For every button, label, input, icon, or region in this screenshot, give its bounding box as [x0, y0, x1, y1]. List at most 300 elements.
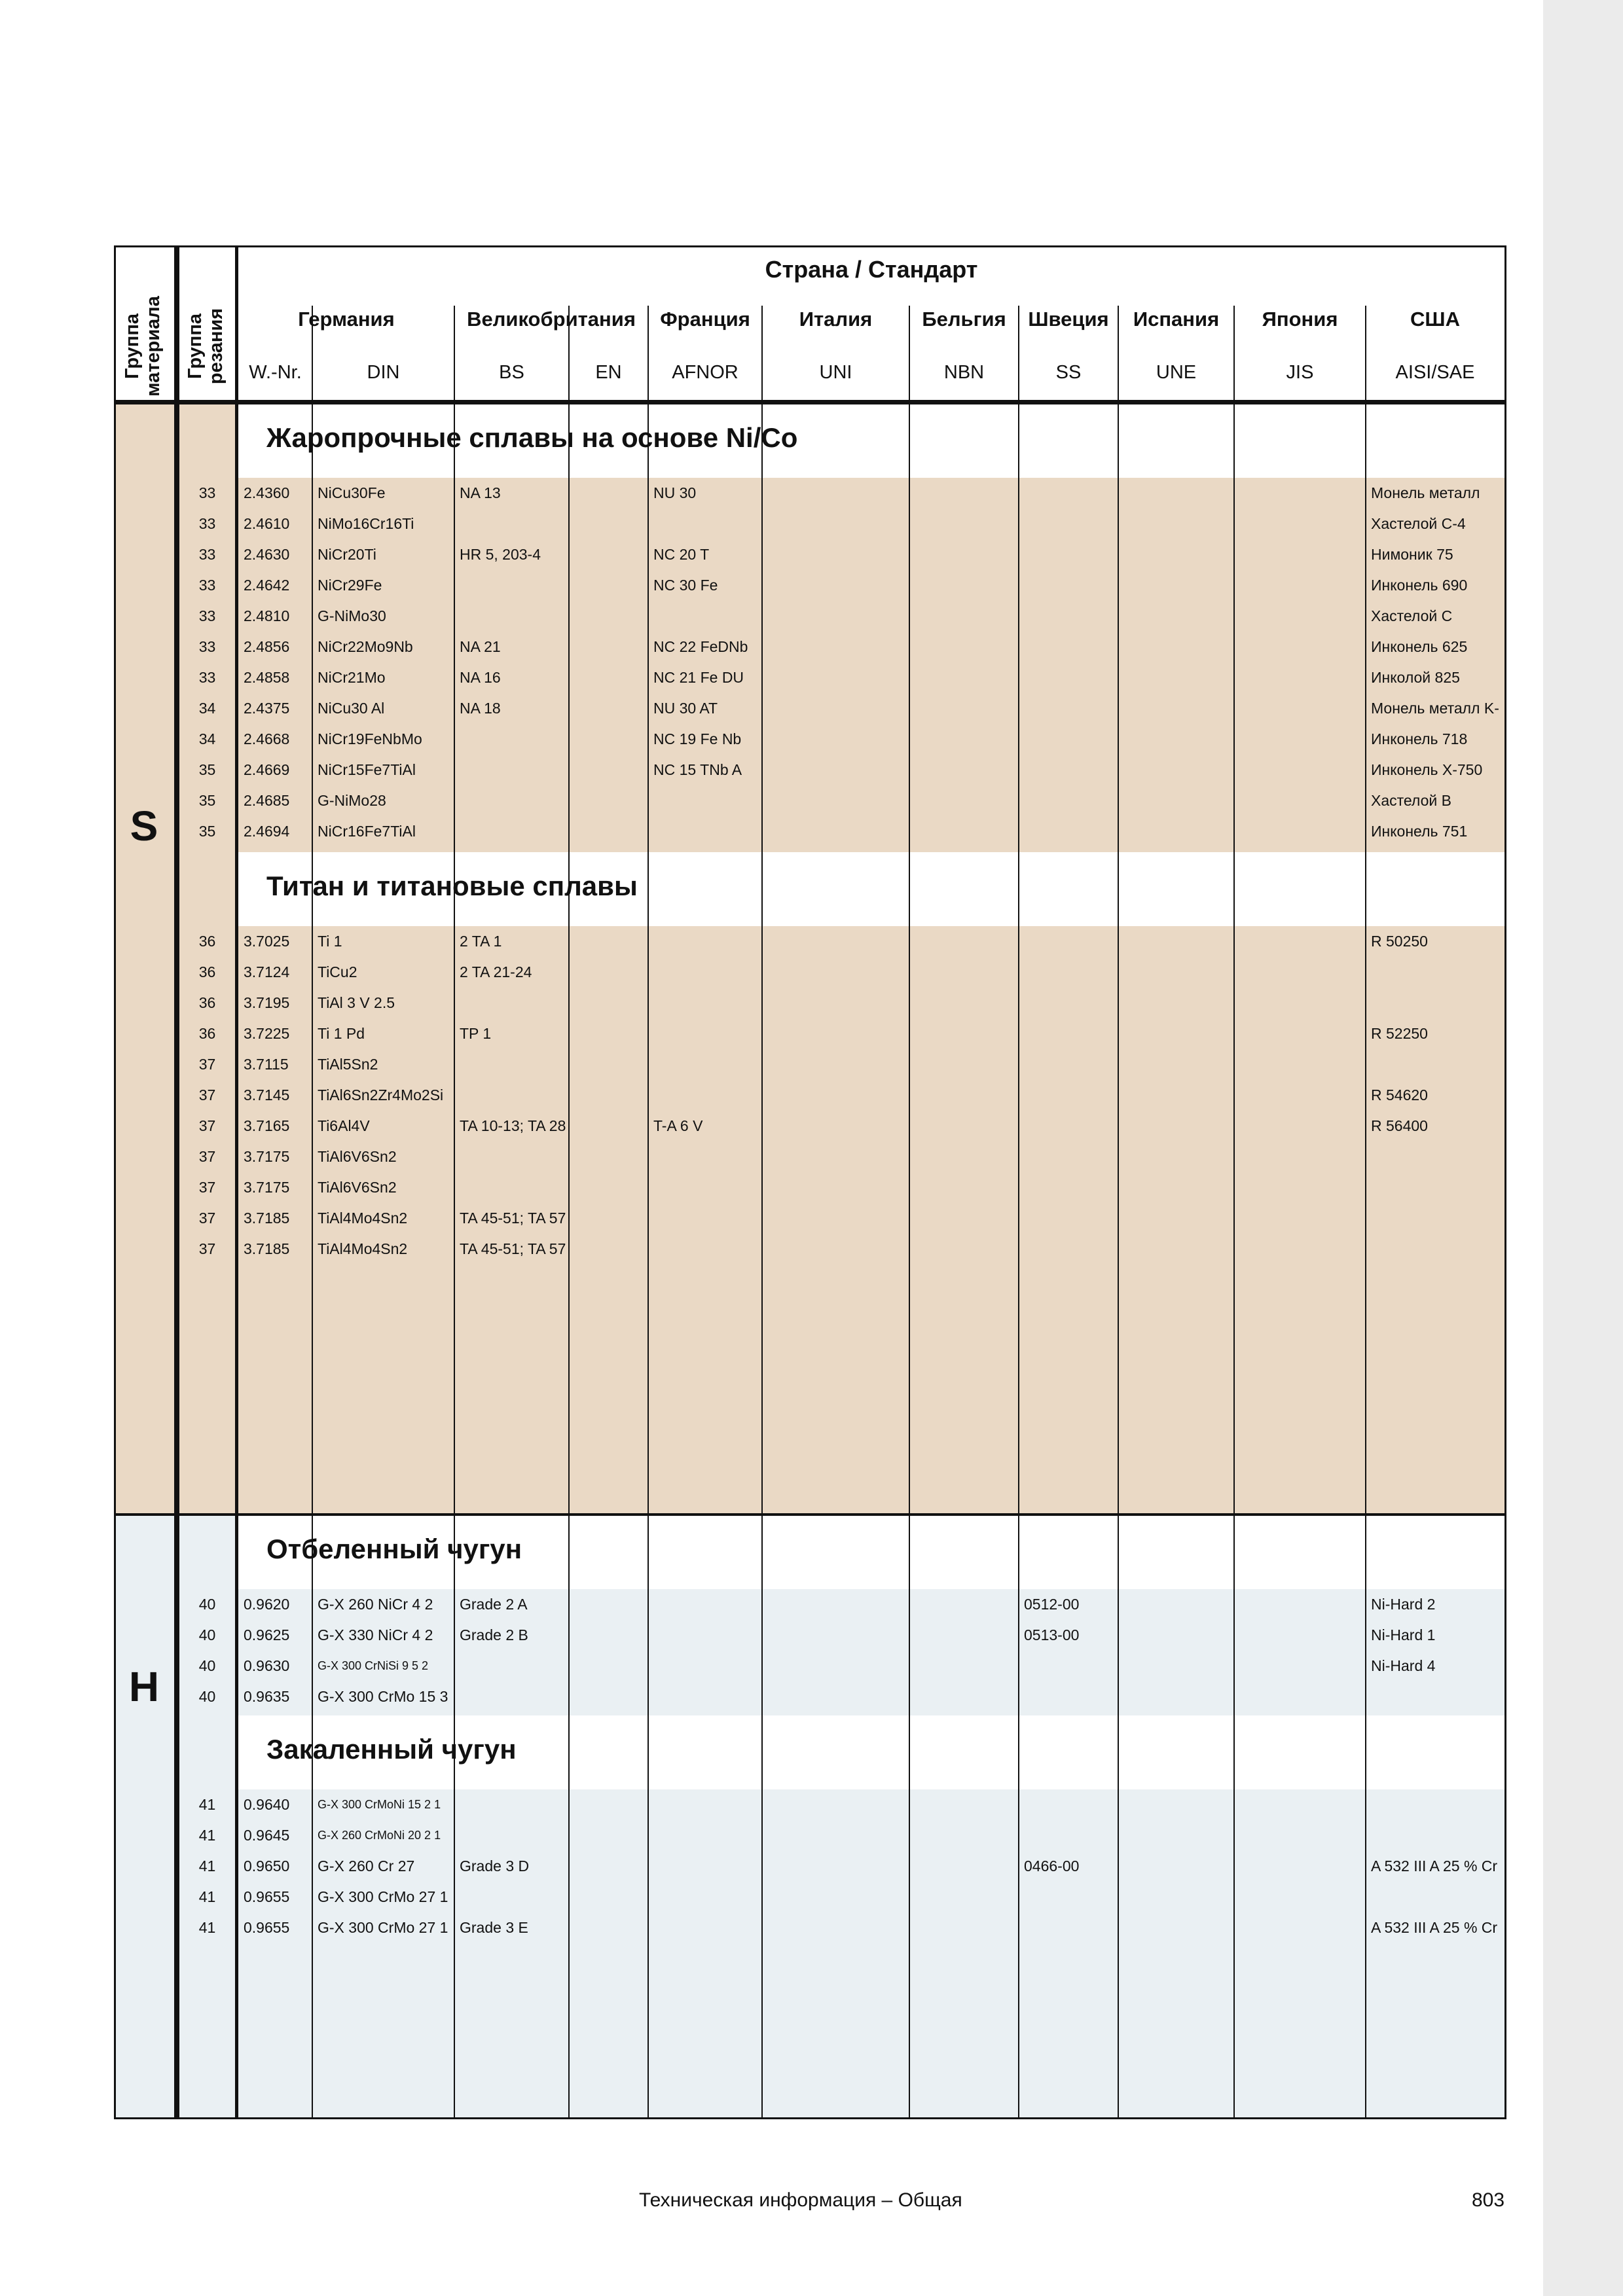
section-title: Отбеленный чугун	[266, 1534, 522, 1564]
standard-cell: G-X 300 CrNiSi 9 5 2	[318, 1659, 429, 1672]
standard-cell	[1239, 785, 1363, 816]
standard-cell	[767, 755, 907, 785]
cutting-group-cell: 33	[198, 638, 216, 655]
standard-cell	[653, 1820, 759, 1851]
standard-cell: TiAl 3 V 2.5	[318, 994, 395, 1011]
standard-cell	[574, 601, 646, 632]
standard-cell	[915, 988, 1016, 1018]
standard-cell	[1024, 1141, 1116, 1172]
standard-cell: R 50250	[1371, 933, 1428, 950]
table-row	[114, 1851, 1506, 1882]
standard-cell: 2.4642	[244, 577, 290, 594]
standard-cell	[767, 1820, 907, 1851]
cutting-group-cell: 37	[198, 1148, 216, 1165]
standard-cell	[460, 1049, 566, 1080]
standard-cell	[1123, 1018, 1231, 1049]
standard-cell	[1123, 1111, 1231, 1141]
standard-cell	[1123, 1651, 1231, 1681]
standard-cell	[653, 1203, 759, 1234]
standard-cell	[915, 632, 1016, 662]
standard-cell: 3.7175	[244, 1148, 290, 1165]
standard-cell: NA 16	[460, 669, 501, 686]
standard-cell	[767, 1882, 907, 1912]
standard-cell: 3.7185	[244, 1210, 290, 1227]
standard-cell	[767, 478, 907, 509]
standard-cell	[1123, 1820, 1231, 1851]
standard-cell	[460, 1141, 566, 1172]
standard-cell	[1239, 1049, 1363, 1080]
header-bottom-rule	[114, 400, 1506, 404]
standard-cell: NU 30 AT	[653, 700, 718, 717]
standard-cell	[653, 785, 759, 816]
standard-cell: Инконель 625	[1371, 638, 1468, 655]
standard-cell	[574, 724, 646, 755]
standard-cell	[1024, 509, 1116, 539]
table-row	[114, 1234, 1506, 1265]
standard-cell	[767, 632, 907, 662]
standard-cell	[915, 1080, 1016, 1111]
col-group-material-label	[122, 281, 164, 412]
standard-cell: NC 21 Fe DU	[653, 669, 744, 686]
standard-cell: TA 45-51; TA 57	[460, 1240, 566, 1257]
border-top	[114, 245, 1506, 247]
standard-cell	[915, 1789, 1016, 1820]
standard-cell	[915, 1049, 1016, 1080]
standard-cell	[1123, 1681, 1231, 1712]
standard-cell	[460, 988, 566, 1018]
standard-cell: 2 TA 21-24	[460, 963, 532, 980]
standard-cell	[1239, 1018, 1363, 1049]
standard-cell	[574, 1018, 646, 1049]
standard-cell	[1123, 1049, 1231, 1080]
standard-cell	[1239, 570, 1363, 601]
standard-cell	[574, 478, 646, 509]
standard-cell	[767, 1851, 907, 1882]
standard-cell	[1024, 1234, 1116, 1265]
standard-cell	[1123, 509, 1231, 539]
standard-cell	[915, 1234, 1016, 1265]
standard-cell	[767, 1589, 907, 1620]
standard-cell	[915, 601, 1016, 632]
standard-cell: 2.4669	[244, 761, 290, 778]
standard-cell	[1123, 1589, 1231, 1620]
standard-cell	[1239, 1651, 1363, 1681]
standard-cell	[1371, 1203, 1502, 1234]
standard-cell	[574, 1080, 646, 1111]
standard-cell	[767, 1789, 907, 1820]
standard-cell	[1024, 478, 1116, 509]
standard-cell: Нимоник 75	[1371, 546, 1453, 563]
standard-cell	[1024, 816, 1116, 847]
standard-cell	[1123, 1172, 1231, 1203]
standard-cell	[1371, 1882, 1502, 1912]
cutting-group-cell: 34	[198, 730, 216, 747]
table-row	[114, 1651, 1506, 1681]
standard-cell	[460, 1789, 566, 1820]
standard-header: SS	[1055, 362, 1082, 383]
standard-cell	[574, 693, 646, 724]
cutting-group-cell: 37	[198, 1117, 216, 1134]
standard-cell	[460, 1080, 566, 1111]
standard-cell	[1239, 1234, 1363, 1265]
standard-cell	[1239, 509, 1363, 539]
standard-cell: NC 15 TNb A	[653, 761, 742, 778]
standard-cell: R 52250	[1371, 1025, 1428, 1042]
standard-cell	[767, 1080, 907, 1111]
table-row	[114, 632, 1506, 662]
standard-cell	[574, 1851, 646, 1882]
standard-cell	[653, 926, 759, 957]
standard-cell	[1239, 926, 1363, 957]
standard-cell	[767, 785, 907, 816]
country-header: США	[1410, 308, 1460, 331]
standard-cell: TiAl6V6Sn2	[318, 1179, 397, 1196]
standard-cell: Инконель X-750	[1371, 761, 1483, 778]
standard-cell	[653, 957, 759, 988]
standard-cell	[767, 1141, 907, 1172]
standard-header: DIN	[367, 362, 400, 383]
standard-cell	[653, 1789, 759, 1820]
col-group-cutting-line1: Группа	[185, 314, 206, 379]
standard-header: BS	[499, 362, 524, 383]
standard-cell	[1371, 1172, 1502, 1203]
group-letter-s: S	[130, 802, 158, 850]
col-group-cutting-line2: резания	[206, 308, 227, 385]
standard-cell: G-X 300 CrMoNi 15 2 1	[318, 1798, 441, 1811]
standard-header: JIS	[1286, 362, 1314, 383]
standard-cell	[574, 1141, 646, 1172]
standard-cell	[574, 1882, 646, 1912]
standard-cell	[1371, 1141, 1502, 1172]
standard-cell	[1239, 957, 1363, 988]
standard-cell	[1239, 755, 1363, 785]
country-header: Швеция	[1028, 308, 1109, 331]
standard-cell: 3.7225	[244, 1025, 290, 1042]
standard-cell	[915, 957, 1016, 988]
standard-cell: Ti 1 Pd	[318, 1025, 365, 1042]
group-divider	[114, 1513, 1506, 1516]
standard-cell	[460, 816, 566, 847]
standard-cell: 3.7025	[244, 933, 290, 950]
standard-cell	[574, 957, 646, 988]
standard-cell: 0.9640	[244, 1796, 290, 1813]
standard-cell	[653, 1651, 759, 1681]
standard-cell: 2.4360	[244, 484, 290, 501]
standard-cell: Grade 2 A	[460, 1596, 528, 1613]
standard-cell	[1239, 1141, 1363, 1172]
standard-cell	[1239, 601, 1363, 632]
standard-cell: 3.7165	[244, 1117, 290, 1134]
standard-cell	[574, 755, 646, 785]
standard-cell: TP 1	[460, 1025, 492, 1042]
standard-cell	[653, 1234, 759, 1265]
standard-cell: G-X 330 NiCr 4 2	[318, 1626, 433, 1643]
standard-cell: Хастелой B	[1371, 792, 1451, 809]
standard-cell	[915, 1203, 1016, 1234]
standard-cell: R 54620	[1371, 1086, 1428, 1103]
standard-cell	[460, 1172, 566, 1203]
standard-cell	[1239, 1851, 1363, 1882]
standard-cell: Инконель 690	[1371, 577, 1468, 594]
standard-cell	[1123, 478, 1231, 509]
standard-cell	[1024, 926, 1116, 957]
standard-cell	[1371, 1234, 1502, 1265]
table-row	[114, 1172, 1506, 1203]
standard-cell: 0.9650	[244, 1857, 290, 1874]
standard-cell	[574, 509, 646, 539]
standard-cell	[574, 570, 646, 601]
standard-cell: G-X 300 CrMo 27 1	[318, 1919, 448, 1936]
standard-cell: Grade 3 E	[460, 1919, 528, 1936]
standard-header: UNE	[1156, 362, 1197, 383]
standard-cell: 2.4685	[244, 792, 290, 809]
standard-cell	[767, 1912, 907, 1943]
standard-cell	[1024, 1111, 1116, 1141]
standard-cell	[915, 1018, 1016, 1049]
standard-cell: Grade 3 D	[460, 1857, 530, 1874]
standard-cell	[1239, 1172, 1363, 1203]
standard-cell	[574, 632, 646, 662]
standard-cell: 2.4630	[244, 546, 290, 563]
standard-cell: Инконель 718	[1371, 730, 1468, 747]
standard-cell	[1123, 988, 1231, 1018]
standard-cell: NiCr15Fe7TiAl	[318, 761, 416, 778]
standard-cell	[1123, 1882, 1231, 1912]
standard-cell	[653, 1912, 759, 1943]
standard-cell: NU 30	[653, 484, 697, 501]
standard-cell: NC 22 FeDNb	[653, 638, 748, 655]
standard-cell	[1024, 755, 1116, 785]
standard-cell	[767, 1203, 907, 1234]
standard-cell: A 532 III A 25 % Cr	[1371, 1857, 1498, 1874]
standard-cell	[460, 1651, 566, 1681]
standard-cell	[1239, 1820, 1363, 1851]
standard-cell	[767, 1620, 907, 1651]
cutting-group-cell: 37	[198, 1179, 216, 1196]
standard-cell	[767, 1681, 907, 1712]
standard-cell	[915, 724, 1016, 755]
standard-cell: NiCr22Mo9Nb	[318, 638, 413, 655]
cutting-group-cell: 37	[198, 1240, 216, 1257]
table-row	[114, 1049, 1506, 1080]
cutting-group-cell: 40	[198, 1657, 216, 1674]
standard-cell	[1371, 1681, 1502, 1712]
standard-cell	[767, 693, 907, 724]
standard-cell: 3.7145	[244, 1086, 290, 1103]
standard-cell: TiAl4Mo4Sn2	[318, 1240, 408, 1257]
standard-cell	[915, 1851, 1016, 1882]
standard-cell: NA 18	[460, 700, 501, 717]
standard-cell	[915, 755, 1016, 785]
standard-cell	[767, 1172, 907, 1203]
standard-cell	[767, 539, 907, 570]
standard-header: AFNOR	[672, 362, 739, 383]
standard-cell	[915, 478, 1016, 509]
standard-cell	[1123, 570, 1231, 601]
country-header: Бельгия	[922, 308, 1006, 331]
standard-cell: 3.7195	[244, 994, 290, 1011]
standard-cell	[1123, 1851, 1231, 1882]
standard-cell: NiCu30 Al	[318, 700, 385, 717]
standard-cell: NC 20 T	[653, 546, 710, 563]
standard-cell	[574, 1651, 646, 1681]
standard-cell: 0.9625	[244, 1626, 290, 1643]
table-row	[114, 1080, 1506, 1111]
standard-cell: NC 19 Fe Nb	[653, 730, 742, 747]
standard-cell	[653, 601, 759, 632]
material-standards-table	[114, 245, 1506, 2119]
cutting-group-cell: 36	[198, 963, 216, 980]
table-row	[114, 509, 1506, 539]
standard-cell: Хастелой C-4	[1371, 515, 1466, 532]
standard-cell	[1123, 816, 1231, 847]
standard-cell: TiAl6V6Sn2	[318, 1148, 397, 1165]
cutting-group-cell: 36	[198, 1025, 216, 1042]
standard-cell	[1024, 957, 1116, 988]
standard-cell	[1123, 926, 1231, 957]
standard-cell	[574, 1172, 646, 1203]
standard-cell: TiAl6Sn2Zr4Mo2Si	[318, 1086, 444, 1103]
standard-header: NBN	[943, 362, 985, 383]
standard-cell	[1239, 724, 1363, 755]
standard-cell: 0466-00	[1024, 1857, 1080, 1874]
standard-cell	[574, 785, 646, 816]
standard-cell: G-X 260 CrMoNi 20 2 1	[318, 1829, 441, 1842]
standard-cell	[915, 570, 1016, 601]
standard-cell: 0.9655	[244, 1888, 290, 1905]
standard-cell: Grade 2 B	[460, 1626, 528, 1643]
table-row	[114, 1789, 1506, 1820]
standard-cell	[767, 1049, 907, 1080]
cutting-group-cell: 37	[198, 1086, 216, 1103]
standard-cell	[1024, 1820, 1116, 1851]
standard-header: AISI/SAE	[1395, 362, 1475, 383]
standard-cell	[1123, 632, 1231, 662]
standard-cell: 2.4810	[244, 607, 290, 624]
standard-cell	[915, 1172, 1016, 1203]
standard-cell	[574, 988, 646, 1018]
standard-cell: G-X 260 NiCr 4 2	[318, 1596, 433, 1613]
standard-cell	[653, 1882, 759, 1912]
standard-cell	[1024, 785, 1116, 816]
table-row	[114, 539, 1506, 570]
standard-cell	[1024, 1912, 1116, 1943]
standard-cell	[653, 1851, 759, 1882]
standard-cell	[1239, 693, 1363, 724]
standard-cell	[460, 601, 566, 632]
standard-cell	[1239, 1111, 1363, 1141]
page-number: 803	[1472, 2189, 1505, 2211]
standard-cell	[915, 662, 1016, 693]
footer-text: Техническая информация – Общая	[639, 2189, 962, 2211]
cutting-group-cell: 33	[198, 669, 216, 686]
standard-cell	[574, 1234, 646, 1265]
standard-cell	[460, 509, 566, 539]
standard-cell	[460, 1882, 566, 1912]
cutting-group-cell: 40	[198, 1596, 216, 1613]
standard-cell: 2.4856	[244, 638, 290, 655]
standard-cell	[767, 662, 907, 693]
standard-cell	[1024, 1882, 1116, 1912]
standard-cell	[574, 662, 646, 693]
standard-cell: 2.4610	[244, 515, 290, 532]
standard-cell	[1123, 755, 1231, 785]
table-row	[114, 755, 1506, 785]
standard-cell	[767, 1651, 907, 1681]
standard-cell	[767, 570, 907, 601]
cutting-group-cell: 37	[198, 1210, 216, 1227]
standard-cell	[915, 509, 1016, 539]
table-row	[114, 1111, 1506, 1141]
standard-cell	[574, 926, 646, 957]
standard-cell	[1239, 1589, 1363, 1620]
table-row	[114, 1620, 1506, 1651]
standard-cell	[1024, 662, 1116, 693]
border-bottom	[114, 2117, 1506, 2119]
standard-cell	[1123, 1789, 1231, 1820]
standard-cell	[767, 957, 907, 988]
standard-cell	[915, 1882, 1016, 1912]
standard-cell	[767, 816, 907, 847]
standard-cell: G-X 260 Cr 27	[318, 1857, 415, 1874]
country-header: Испания	[1133, 308, 1220, 331]
standard-cell	[653, 988, 759, 1018]
standard-cell	[1239, 988, 1363, 1018]
standard-cell	[1024, 539, 1116, 570]
standard-cell	[574, 539, 646, 570]
standard-cell	[460, 1681, 566, 1712]
standard-cell	[574, 1589, 646, 1620]
cutting-group-cell: 34	[198, 700, 216, 717]
standard-cell: NC 30 Fe	[653, 577, 718, 594]
table-row	[114, 478, 1506, 509]
group-letter-h: H	[128, 1663, 160, 1710]
cutting-group-cell: 35	[198, 823, 216, 840]
standard-cell	[574, 1681, 646, 1712]
standard-cell: Монель металл	[1371, 484, 1480, 501]
country-header: Германия	[298, 308, 395, 331]
standard-cell: T-A 6 V	[653, 1117, 703, 1134]
standard-cell: NiCr29Fe	[318, 577, 382, 594]
standard-cell: TiAl4Mo4Sn2	[318, 1210, 408, 1227]
standard-cell	[1239, 478, 1363, 509]
standard-cell	[1024, 1203, 1116, 1234]
standard-cell: 2.4858	[244, 669, 290, 686]
standard-cell: G-NiMo28	[318, 792, 386, 809]
standard-cell	[1371, 988, 1502, 1018]
table-row	[114, 785, 1506, 816]
standard-cell: Хастелой C	[1371, 607, 1453, 624]
standard-cell	[1239, 1203, 1363, 1234]
standard-cell	[1024, 1651, 1116, 1681]
standard-cell	[653, 1681, 759, 1712]
standard-cell: 0.9630	[244, 1657, 290, 1674]
cutting-group-cell: 36	[198, 933, 216, 950]
standard-cell	[1123, 1080, 1231, 1111]
country-header: Франция	[660, 308, 750, 331]
standard-cell	[574, 1049, 646, 1080]
standard-cell	[915, 1651, 1016, 1681]
standard-cell: TiAl5Sn2	[318, 1056, 378, 1073]
standard-cell	[767, 724, 907, 755]
standard-cell	[915, 1589, 1016, 1620]
standard-cell	[1024, 632, 1116, 662]
standard-cell: G-X 300 CrMo 15 3	[318, 1688, 448, 1705]
standard-cell	[1024, 1018, 1116, 1049]
standard-cell: 2.4375	[244, 700, 290, 717]
standard-cell	[915, 1820, 1016, 1851]
standard-cell	[915, 539, 1016, 570]
